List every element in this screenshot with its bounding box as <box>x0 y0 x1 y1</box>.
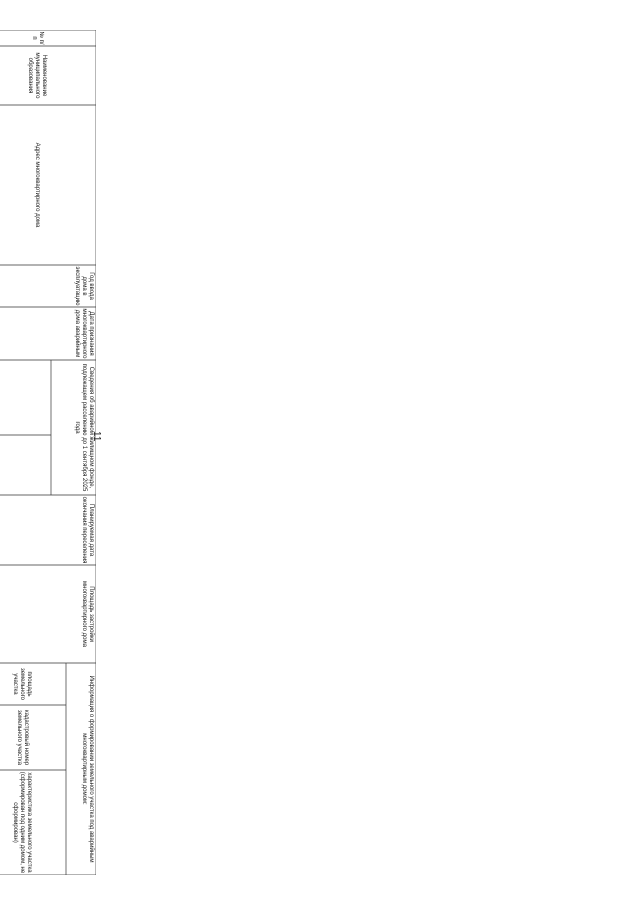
header-year-group <box>0 265 96 307</box>
header-num <box>0 30 96 46</box>
header-year-group-text: Год ввода дома в эксплуатацию <box>74 266 94 306</box>
header-mo-text: Наименование муниципального образования <box>27 52 48 99</box>
header-address-text: Адрес многоквартирного дома <box>34 142 41 228</box>
header-land-area <box>0 663 66 705</box>
header-cadastral <box>0 705 66 770</box>
header-address <box>0 105 96 265</box>
header-land-char-text: характеристика земельного участка (сформирован под одним домом, не сформирован) <box>12 771 33 874</box>
header-build-group <box>0 565 96 663</box>
header-end-group <box>0 495 96 565</box>
header-fund-group-text: Сведения об аварийном жилищном фонде, подлежащем расселению до 1 сентября 2025 года <box>74 363 94 492</box>
header-date-group <box>0 307 96 360</box>
housing-table <box>0 30 96 875</box>
header-num-text: № п/п <box>31 31 44 45</box>
header-build-group-text: Площадь застройки многоквартирного дома <box>81 581 94 647</box>
header-land-area-text: площадь земельного участка <box>12 668 33 700</box>
page-number: 11 <box>91 431 102 442</box>
header-end-group-text: Планируемая дата окончания переселения <box>81 496 94 564</box>
header-date-group-text: Дата признания многоквартирного дома аварийным <box>74 308 94 359</box>
header-info-group-text: Информация о формировании земельного участка под аварийным многоквартирным домом: <box>81 675 94 863</box>
header-land-char <box>0 770 66 875</box>
header-fund-group <box>51 360 96 495</box>
header-info-group <box>66 663 96 875</box>
header-cadastral-text: кадастровый номер земельного участка <box>16 709 29 766</box>
header-mo <box>0 46 96 105</box>
